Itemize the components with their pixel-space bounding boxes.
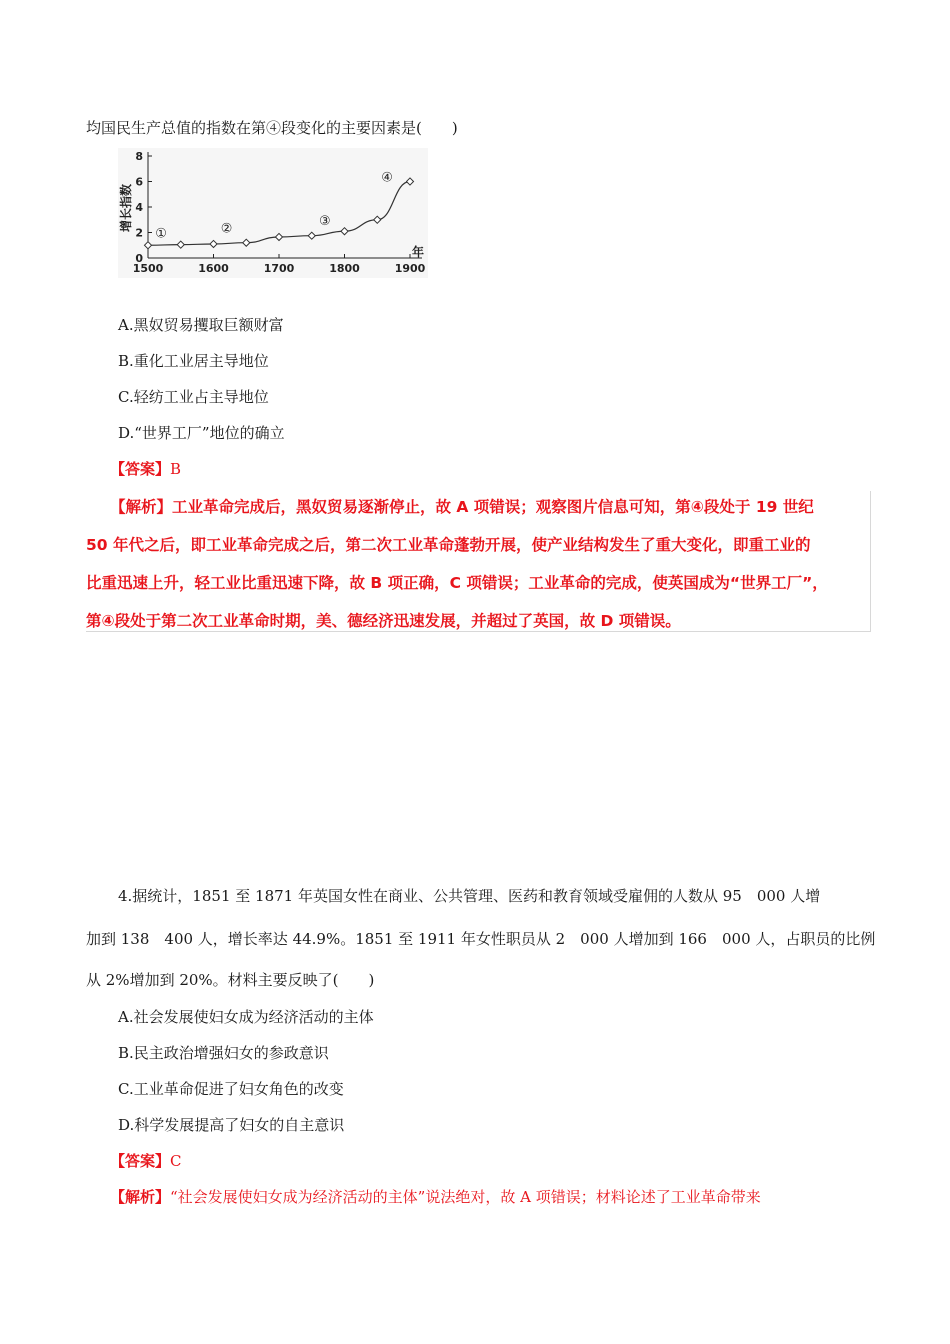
x-tick-label: 1700 [263,262,295,275]
y-tick-label: 8 [135,150,143,163]
segment-label: ② [220,221,233,237]
x-tick-label: 1800 [329,262,360,275]
analysis-label: 【解析】 [110,1188,171,1206]
q3-analysis-line-1 [110,495,814,517]
q4-option-c: C.工业革命促进了妇女角色的改变 [118,1080,344,1098]
answer-label: 【答案】 [110,1152,171,1170]
q3-option-b: B.重化工业居主导地位 [118,352,269,370]
q4-answer [110,1151,182,1171]
q3-answer [110,459,181,479]
q4-analysis [110,1187,761,1207]
y-axis-label: 增长指数 [119,183,133,233]
analysis-text: 工业革命完成后，黑奴贸易逐渐停止，故 A 项错误；观察图片信息可知，第④段处于 19 世纪 [172,498,814,516]
answer-value: C [170,1152,182,1170]
analysis-text: “社会发展使妇女成为经济活动的主体”说法绝对，故 A 项错误；材料论述了工业革命带来 [170,1188,761,1206]
q4-option-b: B.民主政治增强妇女的参政意识 [118,1044,329,1062]
q3-analysis-line-4: 第④段处于第二次工业革命时期，美、德经济迅速发展，并超过了英国，故 D 项错误。 [86,612,681,630]
q3-analysis-box [86,491,871,632]
y-tick-label: 0 [135,252,143,265]
segment-label: ④ [381,170,393,186]
q4-option-a: A.社会发展使妇女成为经济活动的主体 [118,1008,374,1026]
segment-label: ③ [319,213,331,229]
y-tick-label: 6 [135,175,143,189]
q4-stem-line-1: 4.据统计，1851 至 1871 年英国女性在商业、公共管理、医药和教育领域受雇佣的人数从 95 000 人增 [118,887,821,905]
x-tick-label: 1500 [132,262,164,275]
x-axis-label: 年 [411,245,425,259]
segment-label: ① [155,226,167,242]
x-tick-label: 1900 [394,262,426,275]
answer-value: B [170,460,182,478]
q3-stem: 均国民生产总值的指数在第④段变化的主要因素是( ) [86,119,458,137]
q4-stem-line-3: 从 2%增加到 20%。材料主要反映了( ) [86,971,375,989]
q3-option-d: D.“世界工厂”地位的确立 [118,424,285,442]
q4-stem-line-2: 加到 138 400 人，增长率达 44.9%。1851 至 1911 年女性职员从 2 000 人增加到 166 000 人，占职员的比例 [86,930,876,948]
y-tick-label: 4 [135,201,143,214]
q3-option-c: C.轻纺工业占主导地位 [118,388,269,406]
y-tick-label: 2 [135,226,143,240]
answer-label: 【答案】 [110,460,171,478]
x-tick-label: 1600 [198,262,229,275]
q3-analysis-line-2: 50 年代之后，即工业革命完成之后，第二次工业革命蓬勃开展，使产业结构发生了重大变化，即重工业的 [86,536,811,554]
q3-option-a: A.黑奴贸易攫取巨额财富 [118,316,284,334]
analysis-label: 【解析】 [110,498,173,516]
q3-analysis-line-3: 比重迅速上升，轻工业比重迅速下降，故 B 项正确，C 项错误；工业革命的完成，使英国成为“世界工厂”， [86,574,828,592]
q4-option-d: D.科学发展提高了妇女的自主意识 [118,1116,345,1134]
index-growth-chart [118,148,428,278]
